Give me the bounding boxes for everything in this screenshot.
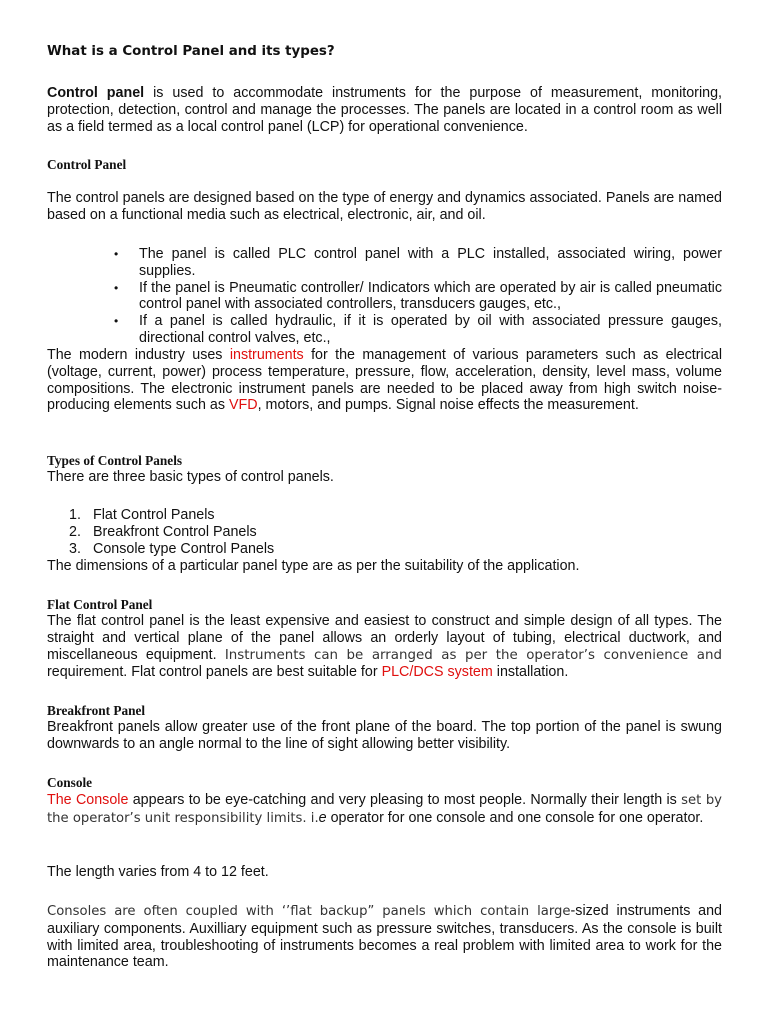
list-item	[47, 541, 274, 558]
length-text: The length varies from 4 to 12 feet.	[47, 864, 269, 880]
bullet-icon: •	[114, 247, 119, 261]
list-item-text: Breakfront Control Panels	[93, 523, 257, 540]
text-span: requirement. Flat control panels are best suitable for	[47, 664, 382, 681]
text-span: for the management of various parameters such as electrical (voltage, current, power) process temperature, pressure, flow, acceleration, density, level mass, volume compositions. The electronic instrument panels are needed to be placed away from high switch noise-producing elements such as	[47, 347, 722, 414]
page-title: What is a Control Panel and its types?	[47, 44, 335, 59]
list-item	[47, 524, 274, 541]
list-item-text: Console type Control Panels	[93, 540, 275, 557]
console-link[interactable]: The Console	[47, 792, 129, 808]
bullet-icon: •	[114, 280, 119, 295]
list-item-text: If a panel is called hydraulic, if it is operated by oil with associated pressure gauges, directional control valves, etc.,	[139, 313, 722, 346]
plc-dcs-link[interactable]: PLC/DCS system	[381, 664, 493, 681]
flat-panel-paragraph	[47, 613, 722, 681]
section-heading-flat: Flat Control Panel	[47, 597, 153, 612]
list-item-text: The panel is called PLC control panel with a PLC installed, associated wiring, power supplies.	[139, 246, 722, 279]
text-span: appears to be eye-catching and very pleasing to most people. Normally their length is	[128, 792, 682, 808]
types-list	[47, 507, 274, 557]
types-intro-text: There are three basic types of control panels.	[47, 469, 334, 485]
list-number: 2.	[69, 523, 81, 540]
consoles-coupled-paragraph	[47, 903, 722, 971]
text-span: Instruments can be arranged as per the operator’s convenience and	[224, 647, 722, 663]
list-item-text: If the panel is Pneumatic controller/ Indicators which are operated by air is called pneumatic control panel with associated controllers, transducers gauges, etc.,	[139, 279, 722, 313]
text-span: , motors, and pumps. Signal noise effects the measurement.	[257, 397, 639, 414]
section-heading-console: Console	[47, 775, 93, 790]
intro-paragraph	[47, 85, 722, 135]
text-span: installation.	[492, 664, 569, 681]
vfd-link[interactable]: VFD	[229, 397, 258, 414]
text-span: operator for one console and one console for one operator.	[326, 809, 704, 826]
list-item	[47, 280, 722, 314]
list-item	[47, 313, 722, 347]
panel-media-list	[47, 246, 722, 347]
list-number: 3.	[69, 540, 81, 557]
list-number: 1.	[69, 507, 81, 523]
list-item	[47, 246, 722, 280]
text-span: Consoles are often coupled with ‘’flat backup” panels which contain large	[47, 904, 571, 919]
text-span: -sized instruments and auxiliary components. Auxilliary equipment such as pressure switches, transducers. As the console is built with limited area, troubleshooting of instruments becomes a real problem with limited area to work for the maintenance team.	[47, 903, 722, 971]
section-heading-breakfront: Breakfront Panel	[47, 703, 146, 718]
text-span: e	[318, 809, 327, 826]
intro-text: is used to accommodate instruments for the purpose of measurement, monitoring, protection, detection, control and manage the processes. The panels are located in a control room as well as a field termed as a local control panel (LCP) for operational convenience.	[47, 85, 722, 135]
control-panel-paragraph: The control panels are designed based on the type of energy and dynamics associated. Panels are named based on a functional media such as electrical, electronic, air, and oil.	[47, 190, 722, 223]
dimensions-text: The dimensions of a particular panel type are as per the suitability of the application.	[47, 558, 580, 574]
text-span: The flat control panel is the least expensive and easiest to construct and simple design of all types. The straight and vertical plane of the panel allows an orderly layout of tubing, electrical ductwork, and miscellaneous equipment.	[47, 613, 722, 663]
section-heading-control-panel: Control Panel	[47, 157, 127, 172]
section-heading-types: Types of Control Panels	[47, 453, 183, 468]
list-item	[47, 507, 274, 524]
bullet-icon: •	[114, 314, 119, 329]
intro-bold-term: Control panel	[47, 85, 145, 101]
instruments-link[interactable]: instruments	[229, 347, 304, 363]
breakfront-paragraph: Breakfront panels allow greater use of the front plane of the board. The top portion of the panel is swung downwards to an angle normal to the line of sight allowing better visibility.	[47, 719, 722, 752]
list-item-text: Flat Control Panels	[93, 507, 215, 523]
modern-industry-paragraph	[47, 347, 722, 414]
text-span: set by the operator’s unit responsibility limits. i.	[47, 793, 722, 826]
console-paragraph	[47, 792, 722, 828]
text-span: The modern industry uses	[47, 347, 230, 363]
